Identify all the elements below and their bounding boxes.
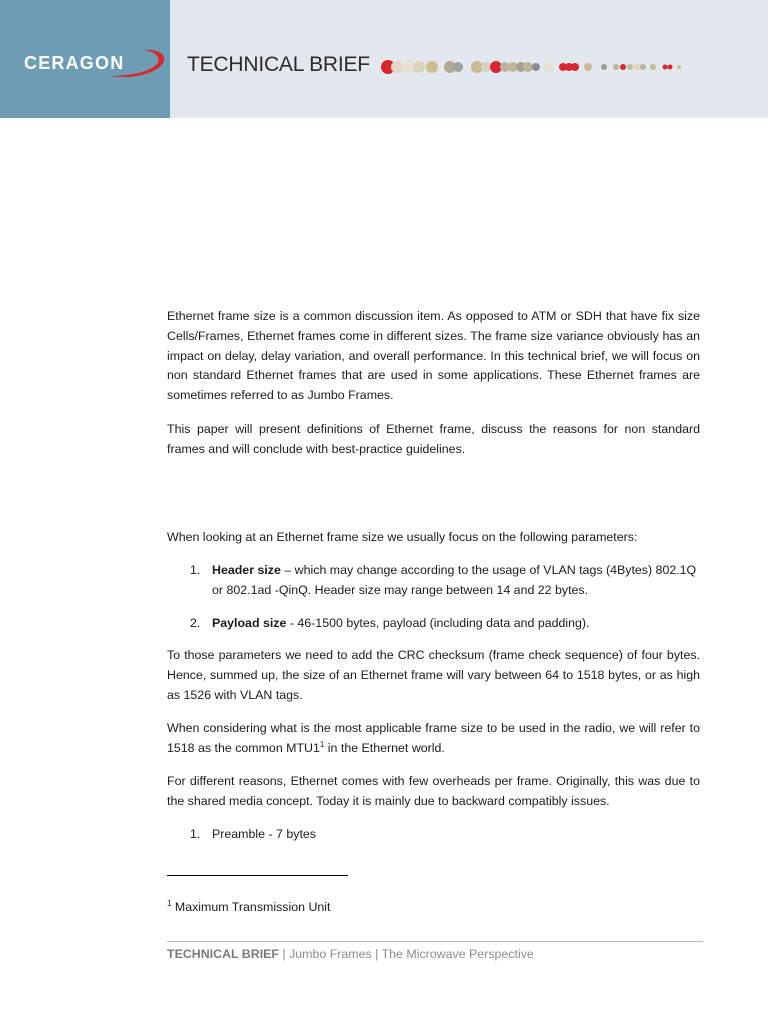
list-term: Payload size [212, 616, 287, 630]
list-term: Header size [212, 563, 281, 577]
list-number: 1. [190, 563, 201, 577]
paragraph-1: Ethernet frame size is a common discussion item. As opposed to ATM or SDH that have fix size Cells/Frames, Ethernet frames come in different sizes. The frame size variance obviously has an impact on delay, delay variation, and overall performance. In this technical brief, we will focus on non standard Ethernet frames that are used in some applications. These Ethernet frames are sometimes referred to as Jumbo Frames. [167, 309, 700, 403]
list-text [212, 561, 702, 601]
paragraph-4: To those parameters we need to add the CRC checksum (frame check sequence) of four bytes. Hence, summed up, the size of an Ethernet frame will vary between 64 to 1518 bytes, or as high as 1526 with VLAN tags. [167, 648, 700, 702]
footer-label: TECHNICAL BRIEF [167, 947, 279, 961]
intro-paragraph [167, 307, 700, 406]
parameters-intro [167, 528, 700, 548]
list-text [212, 614, 702, 634]
list-desc: - 46-1500 bytes, payload (including data and padding). [286, 616, 590, 630]
scope-paragraph [167, 420, 700, 460]
footnote-ref: 1 [319, 739, 325, 749]
footer-text: | Jumbo Frames | The Microwave Perspective [278, 947, 534, 961]
paragraph-6: For different reasons, Ethernet comes with few overheads per frame. Originally, this was due to the shared media concept. Today it is mainly due to backward compatibly issues. [167, 774, 700, 808]
overhead-paragraph [167, 772, 700, 812]
p5-text-end: in the Ethernet world. [324, 740, 445, 755]
decorative-dots-icon [380, 56, 690, 78]
logo-block [0, 0, 170, 118]
paragraph-2: This paper will present definitions of Ethernet frame, discuss the reasons for non standard frames and will conclude with best-practice guidelines. [167, 422, 700, 456]
footnote-number: 1 [167, 898, 172, 908]
page-title: TECHNICAL BRIEF [187, 53, 370, 76]
paragraph-3: When looking at an Ethernet frame size we usually focus on the following parameters: [167, 530, 638, 544]
footnote-text: Maximum Transmission Unit [171, 900, 331, 914]
list-text: Preamble - 7 bytes [212, 827, 316, 841]
list-number: 2. [190, 616, 201, 630]
list-desc: – which may change according to the usage of VLAN tags (4Bytes) 802.1Q or 802.1ad -QinQ. Header size may range between 14 and 22 bytes. [212, 563, 697, 597]
logo-swoosh-icon [104, 46, 168, 82]
footnote [167, 898, 331, 916]
mtu-paragraph [167, 719, 700, 759]
ceragon-logo: CERAGON [24, 53, 125, 73]
footnote-divider [167, 875, 348, 876]
page-footer [167, 945, 534, 963]
p5-text: When considering what is the most applicable frame size to be used in the radio, we will refer to 1518 as the common MTU1 [167, 721, 700, 755]
paragraph-5 [167, 719, 700, 759]
footer-divider [167, 941, 703, 942]
list-number: 1. [190, 827, 201, 841]
crc-paragraph [167, 646, 700, 705]
